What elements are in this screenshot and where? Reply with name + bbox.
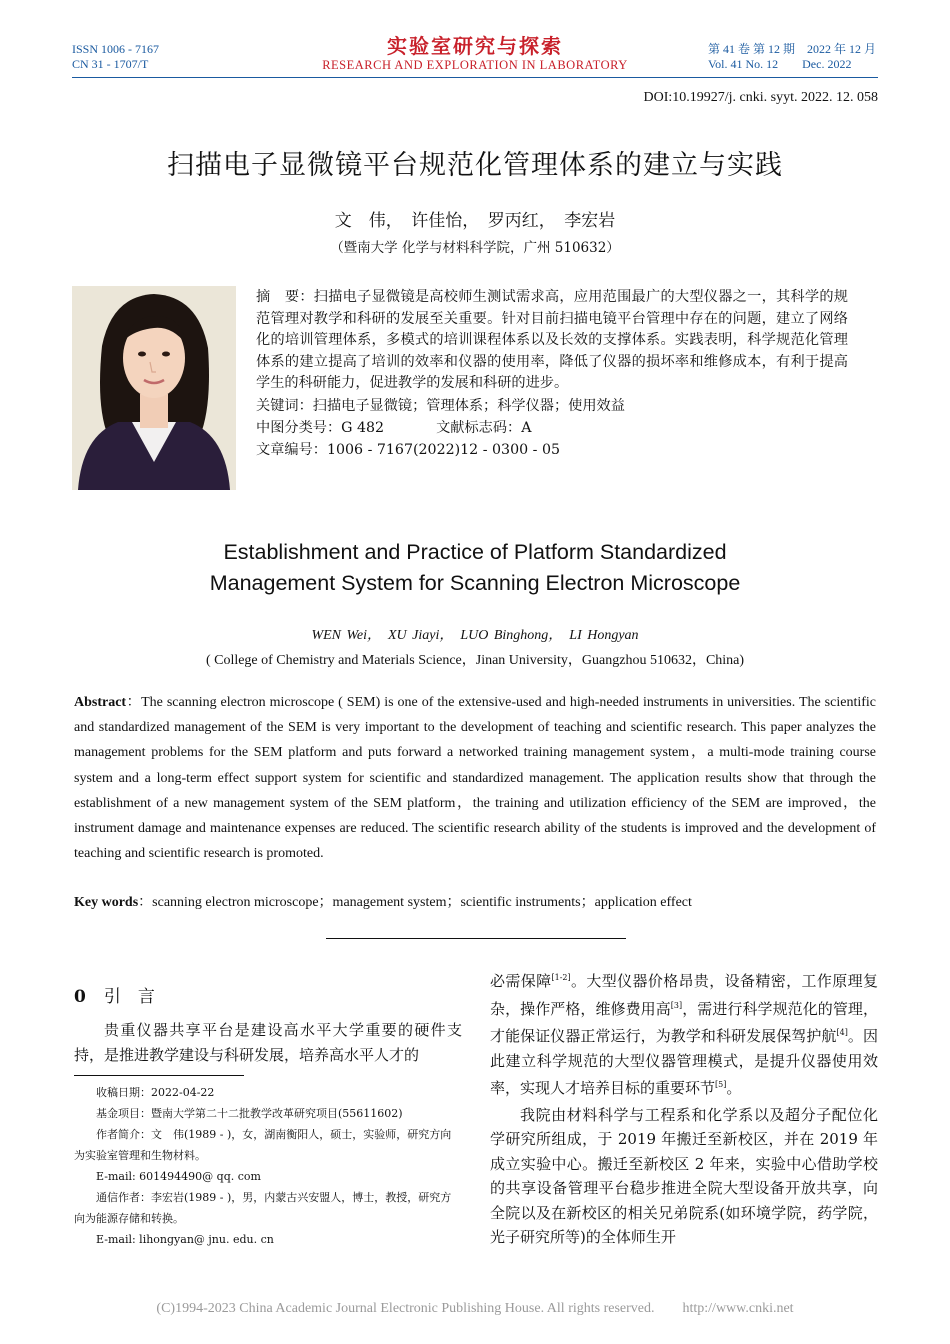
article-no-value: 1006 - 7167(2022)12 - 0300 - 05 — [326, 441, 560, 458]
issue-info-cn: 第 41 卷 第 12 期 2022 年 12 月 — [708, 42, 877, 56]
clc-value: G 482 — [341, 419, 385, 436]
keywords-en-text: ：scanning electron microscope；management system；scientific instruments；application effect — [138, 895, 692, 910]
citation-1-2: [1-2] — [551, 973, 571, 982]
doc-code-value: A — [521, 419, 532, 436]
issn-number: ISSN 1006 - 7167 — [72, 42, 160, 56]
header-divider — [72, 77, 878, 78]
section-number: 0 — [74, 987, 86, 1007]
footnote-received: 收稿日期：2022-04-22 — [96, 1086, 215, 1099]
abstract-cn-body — [256, 287, 848, 395]
issue-info-en: Vol. 41 No. 12 Dec. 2022 — [708, 57, 852, 71]
intro-paragraph-left — [74, 1018, 462, 1067]
author-portrait-icon — [72, 286, 236, 490]
doi: DOI:10.19927/j. cnki. syyt. 2022. 12. 058 — [643, 90, 878, 105]
citation-4: [4] — [836, 1028, 848, 1037]
citation-3: [3] — [670, 1000, 683, 1010]
paper-title-en-line2: Management System for Scanning Electron Microscope — [209, 571, 741, 595]
abstract-cn-text: 扫描电子显微镜是高校师生测试需求高，应用范围最广的大型仪器之一，其科学的规范管理对教学和科研的发展至关重要。针对目前扫描电镜平台管理中存在的问题，建立了网络化的培训管理体系，多模式的培训课程体系以及长效的支撑体系。实践表明，科学规范化管理体系的建立提高了培训的效率和仪器的使用率，降低了仪器的损坏率和维修成本，有利于提高学生的科研能力，促进教学的发展和科研的进步。 — [256, 289, 848, 391]
section-divider — [326, 938, 626, 939]
footnote-divider — [74, 1075, 244, 1076]
article-number-row — [256, 439, 848, 461]
right-p1-text-b: 。大型仪器价格昂贵，设备精密，工作原理复杂，操作严格，维修费用高 — [490, 972, 878, 1018]
affiliation-cn: （暨南大学 化学与材料科学院，广州 510632） — [330, 240, 620, 256]
section-heading — [74, 982, 155, 1007]
abstract-en-label: Abstract — [74, 695, 127, 710]
footnotes — [74, 1082, 462, 1250]
footnote-fund: 基金项目：暨南大学第二十二批教学改革研究项目(55611602) — [96, 1107, 403, 1120]
authors-cn: 文 伟， 许佳怡， 罗丙红， 李宏岩 — [334, 211, 616, 231]
keywords-en-label: Key words — [74, 895, 139, 910]
citation-5: [5] — [715, 1080, 727, 1089]
article-no-label: 文章编号： — [256, 441, 327, 458]
abstract-en-text: ：The scanning electron microscope ( SEM) is one of the extensive-used and high-needed instruments in universities. The scientific and standardized management of the SEM is very important to the development of teaching and scientific research. This paper analyzes the management problems for the SEM platform and puts forward a networked training management system，a multi-mode training course system and a long-term effect support system for scientific and standardized management. The application results show that through the establishment of a new management system of the SEM platform，the training and utilization efficiency of the SEM are improved，the instrument damage and maintenance expenses are reduced. The scientific research ability of the students is improved and the development of teaching and scientific research is promoted. — [74, 695, 876, 862]
journal-title-cn: 实验室研究与探索 — [387, 34, 563, 58]
doc-code-label: 文献标志码： — [436, 419, 522, 436]
paper-title-en-line1: Establishment and Practice of Platform Standardized — [223, 540, 727, 564]
right-paragraph-2: 我院由材料科学与工程系和化学系以及超分子配位化学研究所组成，于 2019 年搬迁至新校区，并在 2019 年成立实验中心。搬迁至新校区 2 年来，实验中心借助学校的共享设备管理平台稳步推进全院大型设备开放共享，向全院以及在新校区的相关兄弟院系(如环境学院，药学院，光子研究所等)的全体师生开 — [490, 1105, 878, 1246]
intro-paragraph-right — [490, 966, 878, 1250]
keywords-cn-text: 扫描电子显微镜；管理体系；科学仪器；使用效益 — [312, 397, 625, 414]
footnote-corresponding: 通信作者：李宏岩(1989 - )，男，内蒙古兴安盟人，博士，教授，研究方向为能源存储和转换。 — [74, 1191, 452, 1225]
paper-title-en — [0, 537, 950, 599]
keywords-cn-label: 关键词： — [256, 397, 313, 414]
clc-label: 中图分类号： — [256, 419, 342, 436]
footnote-email-2: E-mail: lihongyan@ jnu. edu. cn — [96, 1233, 274, 1246]
abstract-en — [74, 690, 876, 866]
author-photo — [72, 286, 236, 490]
footnote-email-1: E-mail: 601494490@ qq. com — [96, 1170, 261, 1183]
footnote-author-bio: 作者简介：文 伟(1989 - )，女，湖南衡阳人，硕士，实验师，研究方向为实验室管理和生物材料。 — [74, 1128, 452, 1162]
paper-title-cn: 扫描电子显微镜平台规范化管理体系的建立与实践 — [167, 150, 783, 181]
classification-row — [256, 417, 848, 439]
abstract-cn-label: 摘 要： — [256, 289, 314, 305]
copyright-watermark: (C)1994-2023 China Academic Journal Electronic Publishing House. All rights reserved. http://www.cnki.net — [156, 1301, 794, 1316]
authors-en: WEN Wei， XU Jiayi， LUO Binghong， LI Hongyan — [311, 628, 639, 643]
keywords-cn — [256, 395, 848, 417]
intro-paragraph-text: 贵重仪器共享平台是建设高水平大学重要的硬件支持，是推进教学建设与科研发展，培养高水平人才的 — [74, 1021, 462, 1064]
right-p1-text-e: 。 — [726, 1079, 742, 1097]
keywords-en — [74, 891, 876, 911]
journal-title-en: RESEARCH AND EXPLORATION IN LABORATORY — [322, 58, 628, 72]
right-p1-text-d: 。因此建立科学规范的大型仪器管理模式，是提升仪器使用效率，实现人才培养目标的重要环节 — [490, 1027, 878, 1097]
abstract-cn — [256, 287, 848, 461]
right-p1-text-c: ，需进行科学规范化的管理，才能保证仪器正常运行，为教学和科研发展保驾护航 — [490, 999, 878, 1045]
section-title: 引 言 — [103, 987, 155, 1007]
right-p1-text-a: 必需保障 — [490, 972, 552, 990]
cn-number: CN 31 - 1707/T — [72, 57, 149, 71]
affiliation-en: ( College of Chemistry and Materials Science，Jinan University，Guangzhou 510632，China) — [205, 653, 745, 668]
right-paragraph-1 — [490, 966, 878, 1101]
